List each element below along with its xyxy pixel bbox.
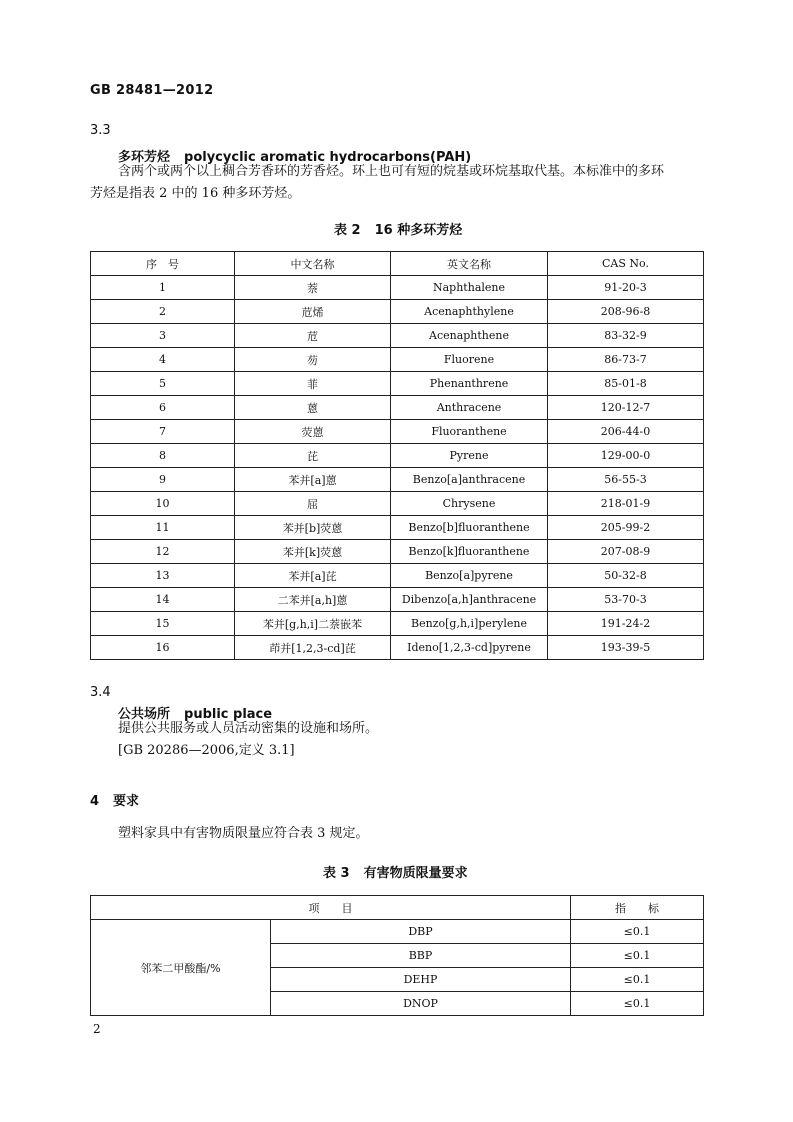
table-row [91,540,704,564]
row-number-cell: 3 [91,324,235,348]
row-number-cell: 6 [91,396,235,420]
row-number-cell: 14 [91,588,235,612]
row-number-cell: 1 [91,276,235,300]
cn-name-cell: 屈 [235,492,391,516]
en-name-cell: Benzo[b]fluoranthene [391,516,548,540]
section-4-number: 4 [90,794,100,809]
en-name-cell: Benzo[a]pyrene [391,564,548,588]
cn-name-cell: 芴 [235,348,391,372]
row-number-cell: 12 [91,540,235,564]
table-row [91,420,704,444]
cn-name-cell: 苯并[k]荧蒽 [235,540,391,564]
public-place-reference: [GB 20286—2006,定义 3.1] [118,743,295,758]
row-number-cell: 4 [91,348,235,372]
en-name-cell: Fluorene [391,348,548,372]
pah-definition-line1: 含两个或两个以上稠合芳香环的芳香烃。环上也可有短的烷基或环烷基取代基。本标准中的多环 [118,164,665,179]
row-number-cell: 7 [91,420,235,444]
cas-number-cell: 53-70-3 [548,588,704,612]
col-header-en-name: 英文名称 [391,252,548,276]
section-4-text: 塑料家具中有害物质限量应符合表 3 规定。 [118,826,369,841]
table-row [91,564,704,588]
en-name-cell: Naphthalene [391,276,548,300]
page-number: 2 [93,1022,101,1036]
en-name-cell: Acenaphthylene [391,300,548,324]
col-header-item: 项 目 [91,896,571,920]
pah-table [90,251,704,660]
row-number-cell: 10 [91,492,235,516]
row-number-cell: 5 [91,372,235,396]
term-public-place-en: public place [184,707,273,722]
table-row [91,324,704,348]
en-name-cell: Ideno[1,2,3-cd]pyrene [391,636,548,660]
row-number-cell: 8 [91,444,235,468]
cas-number-cell: 85-01-8 [548,372,704,396]
table2-caption-title: 16 种多环芳烃 [374,223,463,238]
row-number-cell: 16 [91,636,235,660]
col-header-no: 序 号 [91,252,235,276]
en-name-cell: Dibenzo[a,h]anthracene [391,588,548,612]
limit-cell: ≤0.1 [571,992,704,1016]
row-number-cell: 15 [91,612,235,636]
en-name-cell: Chrysene [391,492,548,516]
cn-name-cell: 苊烯 [235,300,391,324]
pah-table-header-row [91,252,704,276]
cn-name-cell: 二苯并[a,h]蒽 [235,588,391,612]
en-name-cell: Phenanthrene [391,372,548,396]
table-row [91,372,704,396]
cas-number-cell: 206-44-0 [548,420,704,444]
cas-number-cell: 56-55-3 [548,468,704,492]
clause-number-3-4: 3.4 [90,685,111,700]
table-row [91,444,704,468]
table-row [91,920,704,944]
cn-name-cell: 苯并[a]芘 [235,564,391,588]
clause-number-3-3: 3.3 [90,123,111,138]
substance-cell: DNOP [271,992,571,1016]
pah-definition-line2: 芳烃是指表 2 中的 16 种多环芳烃。 [90,186,301,201]
table2-caption-number: 表 2 [334,223,361,238]
limits-table-header-row [91,896,704,920]
table3-caption-title: 有害物质限量要求 [363,866,468,881]
row-number-cell: 13 [91,564,235,588]
table3-caption-number: 表 3 [323,866,350,881]
cas-number-cell: 129-00-0 [548,444,704,468]
cn-name-cell: 菲 [235,372,391,396]
en-name-cell: Benzo[g,h,i]perylene [391,612,548,636]
en-name-cell: Benzo[a]anthracene [391,468,548,492]
table-row [91,588,704,612]
cas-number-cell: 91-20-3 [548,276,704,300]
row-number-cell: 2 [91,300,235,324]
table-row [91,636,704,660]
limit-cell: ≤0.1 [571,944,704,968]
term-public-place-cn: 公共场所 [118,707,171,722]
cas-number-cell: 218-01-9 [548,492,704,516]
col-header-cas: CAS No. [548,252,704,276]
substance-cell: BBP [271,944,571,968]
cas-number-cell: 205-99-2 [548,516,704,540]
cn-name-cell: 芘 [235,444,391,468]
table-row [91,348,704,372]
section-4-title: 要求 [113,794,140,809]
substance-cell: DBP [271,920,571,944]
row-number-cell: 9 [91,468,235,492]
cas-number-cell: 120-12-7 [548,396,704,420]
limit-cell: ≤0.1 [571,968,704,992]
table-row [91,468,704,492]
public-place-definition: 提供公共服务或人员活动密集的设施和场所。 [118,721,379,736]
table-row [91,612,704,636]
cas-number-cell: 50-32-8 [548,564,704,588]
cas-number-cell: 208-96-8 [548,300,704,324]
table3-caption [323,862,468,881]
table-row [91,516,704,540]
en-name-cell: Benzo[k]fluoranthene [391,540,548,564]
cas-number-cell: 207-08-9 [548,540,704,564]
term-pah-cn: 多环芳烃 [118,150,171,165]
cn-name-cell: 蒽 [235,396,391,420]
limits-table [90,895,704,1016]
cn-name-cell: 苊 [235,324,391,348]
table-row [91,276,704,300]
cn-name-cell: 茚并[1,2,3-cd]芘 [235,636,391,660]
en-name-cell: Fluoranthene [391,420,548,444]
cas-number-cell: 86-73-7 [548,348,704,372]
cn-name-cell: 苯并[b]荧蒽 [235,516,391,540]
phthalates-group-label: 邻苯二甲酸酯/% [91,920,271,1016]
limit-cell: ≤0.1 [571,920,704,944]
en-name-cell: Anthracene [391,396,548,420]
en-name-cell: Acenaphthene [391,324,548,348]
cn-name-cell: 荧蒽 [235,420,391,444]
standard-number: GB 28481—2012 [90,83,214,98]
term-pah-en: polycyclic aromatic hydrocarbons(PAH) [184,150,472,165]
table-row [91,492,704,516]
en-name-cell: Pyrene [391,444,548,468]
cas-number-cell: 83-32-9 [548,324,704,348]
section-4-heading [90,790,139,809]
table2-caption [334,219,462,238]
row-number-cell: 11 [91,516,235,540]
cn-name-cell: 萘 [235,276,391,300]
cas-number-cell: 191-24-2 [548,612,704,636]
table-row [91,300,704,324]
substance-cell: DEHP [271,968,571,992]
col-header-index: 指 标 [571,896,704,920]
cn-name-cell: 苯并[a]蒽 [235,468,391,492]
cn-name-cell: 苯并[g,h,i]二萘嵌苯 [235,612,391,636]
cas-number-cell: 193-39-5 [548,636,704,660]
col-header-cn-name: 中文名称 [235,252,391,276]
table-row [91,396,704,420]
